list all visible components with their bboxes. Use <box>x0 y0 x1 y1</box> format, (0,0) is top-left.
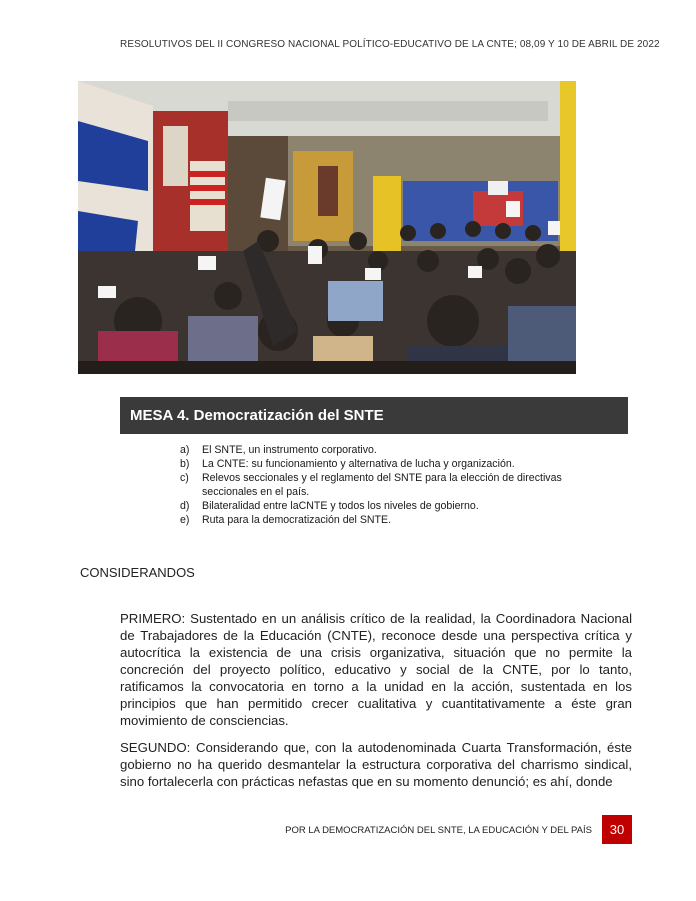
section-title-bar <box>120 397 628 434</box>
list-item <box>180 443 620 457</box>
list-marker: d) <box>180 500 190 512</box>
running-header: RESOLUTIVOS DEL II CONGRESO NACIONAL POLÍTICO-EDUCATIVO DE LA CNTE; 08,09 Y 10 DE ABRIL DE 2022 <box>120 39 660 50</box>
section-title: MESA 4. Democratización del SNTE <box>130 407 384 424</box>
paragraph-primero: PRIMERO: Sustentado en un análisis crítico de la realidad, la Coordinadora Nacional de Trabajadores de la Educación (CNTE), reconoce desde una perspectiva crítica y autocrítica la existencia de una crisis organizativa, situación que no permite la concreción del proyecto político, educativo y social de la CNTE, por lo tanto, ratificamos la convocatoria en torno a la unidad en la acción, sustentada en los principios que han permitido crecer cualitativa y cuantitativamente a éste gran movimiento de consciencias. <box>120 611 632 729</box>
list-item-text: El SNTE, un instrumento corporativo. <box>202 444 377 456</box>
considerandos-heading: CONSIDERANDOS <box>80 565 195 580</box>
list-item <box>180 457 620 471</box>
paragraph-segundo: SEGUNDO: Considerando que, con la autodenominada Cuarta Transformación, éste gobierno no ha querido desmantelar la estructura corporativa del charrismo sindical, sino fortalecerla con prácticas nefastas que en su momento denunció; es ahí, donde <box>120 740 632 790</box>
topics-list <box>180 443 620 527</box>
list-item <box>180 513 620 527</box>
congress-photo <box>78 81 576 374</box>
assembly-illustration <box>78 81 576 374</box>
list-marker: c) <box>180 472 189 484</box>
list-marker: a) <box>180 444 190 456</box>
list-item <box>180 499 620 513</box>
page-number: 30 <box>609 822 625 837</box>
list-item-text: Bilateralidad entre laCNTE y todos los niveles de gobierno. <box>202 500 479 512</box>
list-marker: b) <box>180 458 190 470</box>
list-item-text: Ruta para la democratización del SNTE. <box>202 514 392 526</box>
list-marker: e) <box>180 514 190 526</box>
list-item-text: Relevos seccionales y el reglamento del SNTE para la elección de directivas seccionales en el país. <box>202 472 562 498</box>
list-item <box>180 471 620 499</box>
list-item-text: La CNTE: su funcionamiento y alternativa de lucha y organización. <box>202 458 515 470</box>
page-number-badge <box>602 815 632 844</box>
footer-text: POR LA DEMOCRATIZACIÓN DEL SNTE, LA EDUCACIÓN Y DEL PAÍS <box>285 825 592 836</box>
